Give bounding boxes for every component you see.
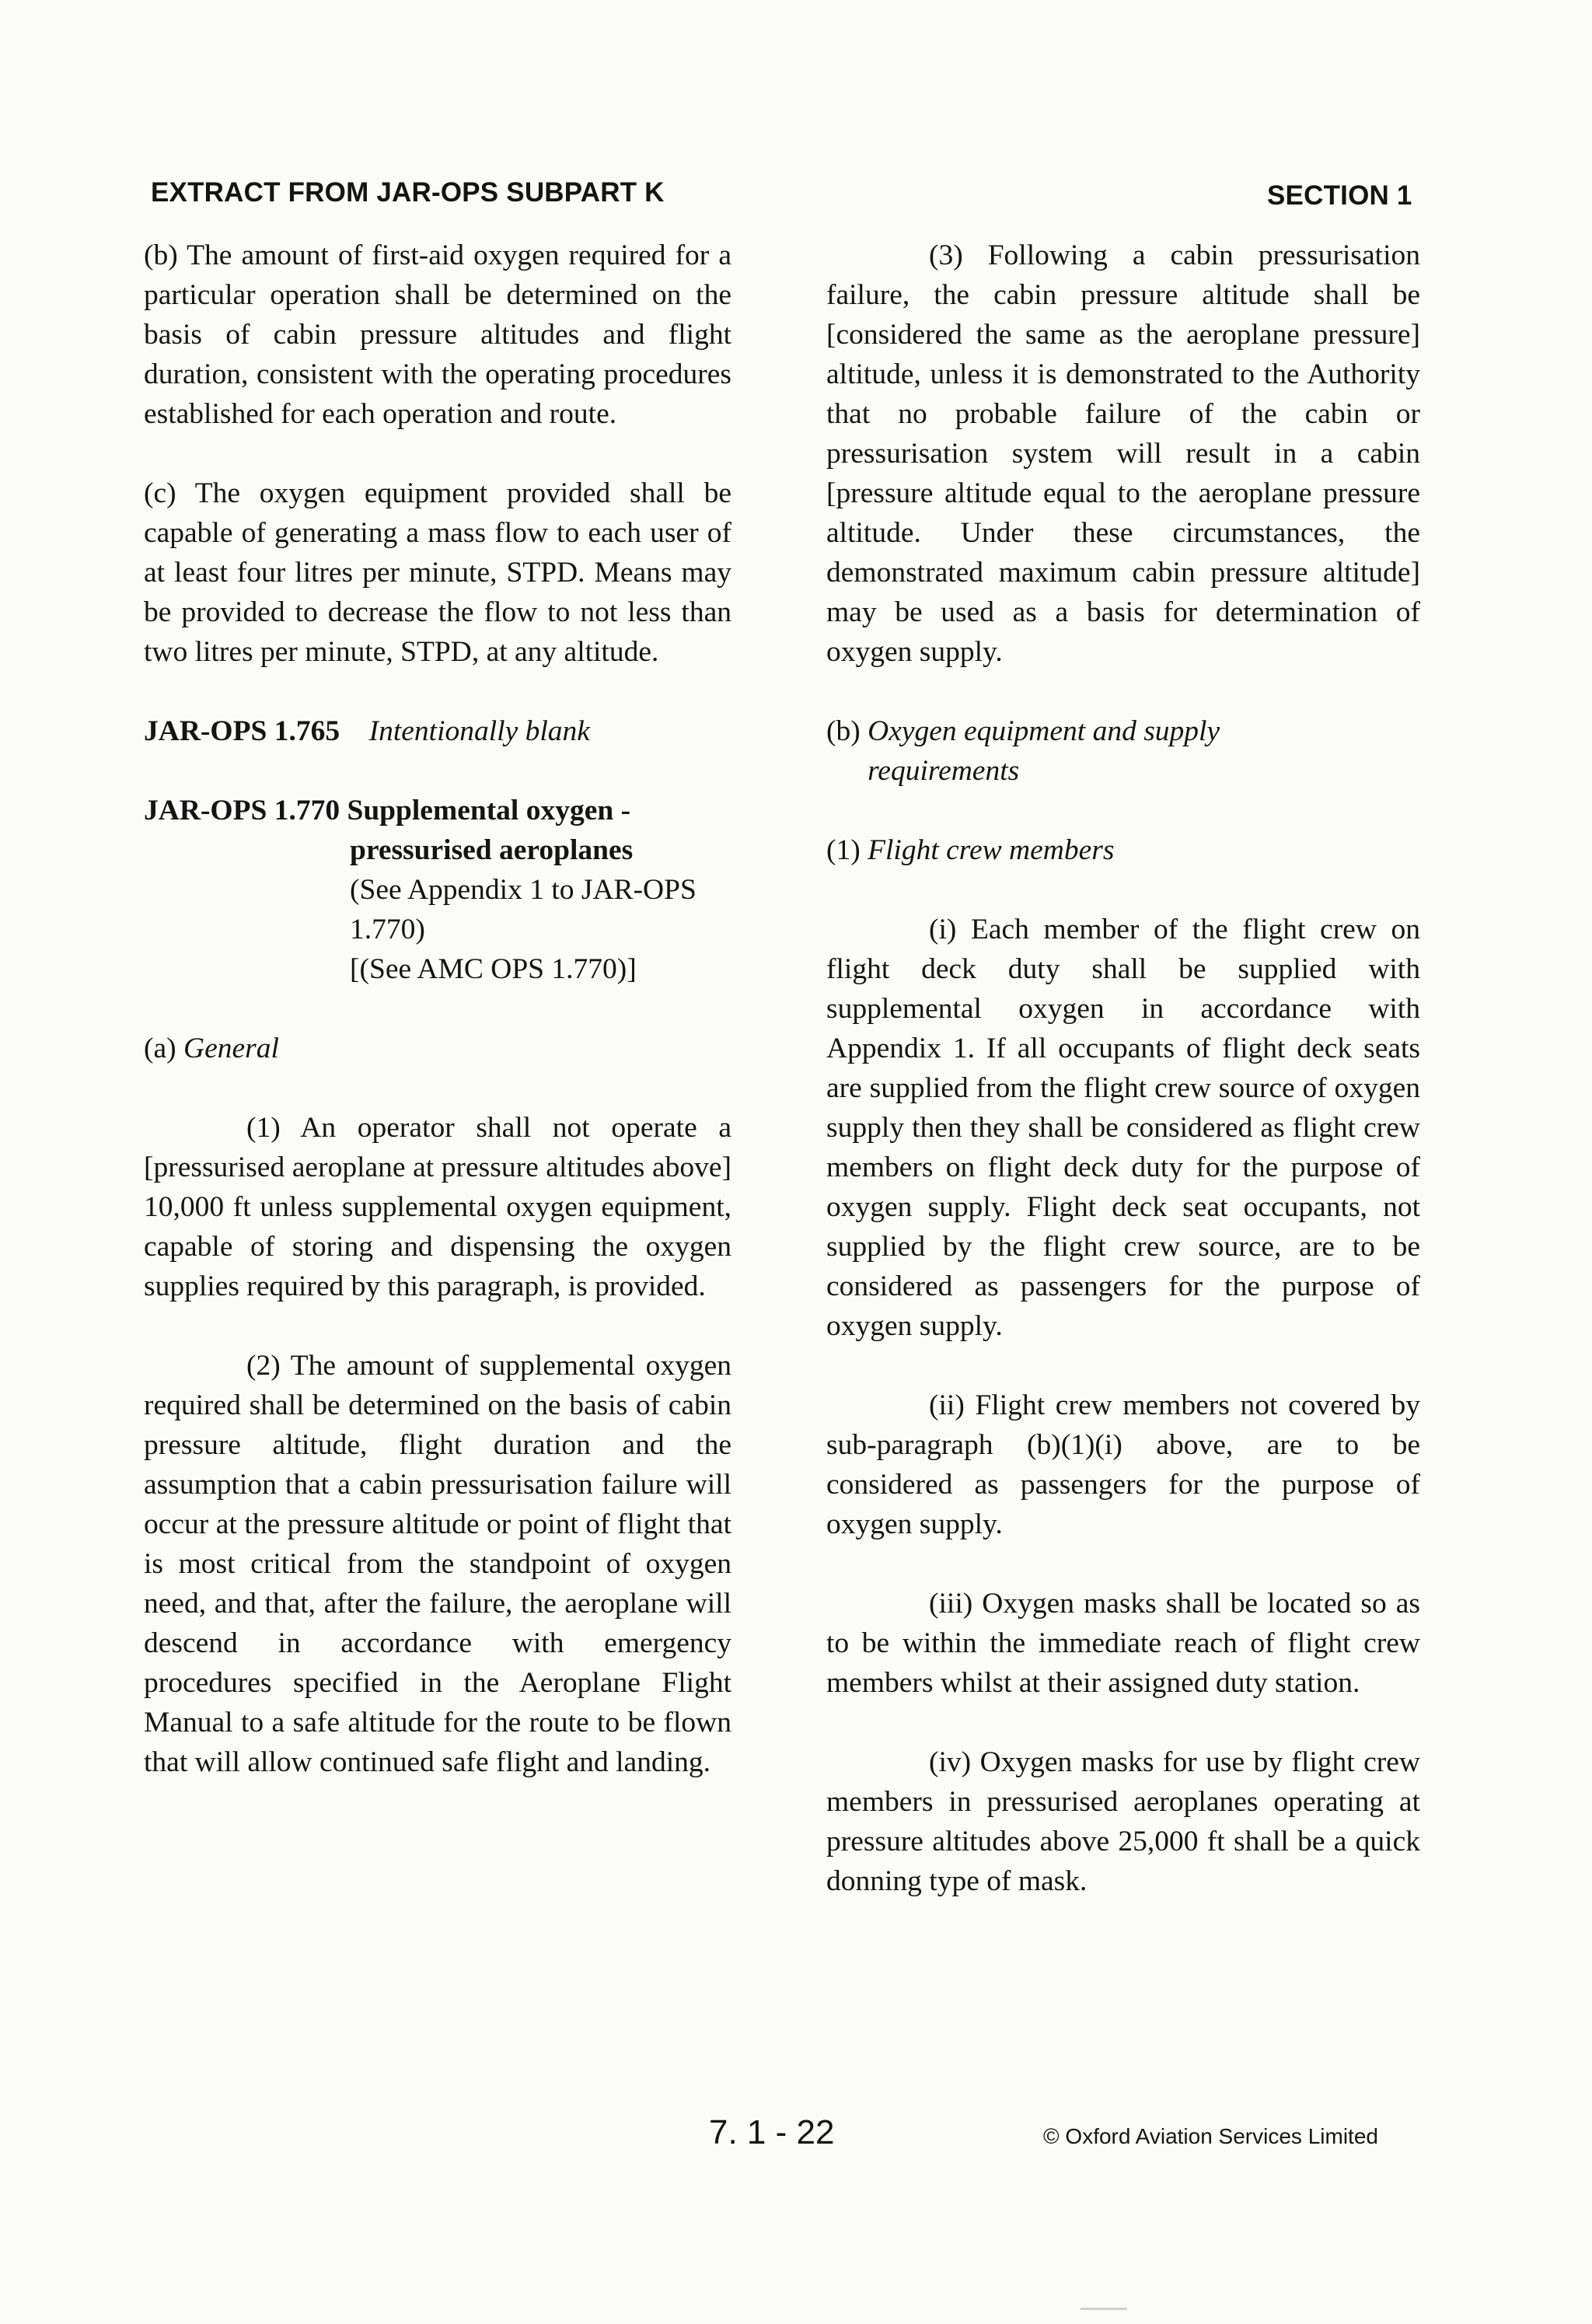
paragraph-a1: (1) An operator shall not operate a [pressurised aeroplane at pressure altitudes above] 10,000 ft unless supplemental oxygen equipment, capable of storing and dispensing the oxygen supplies required by this paragraph, is provided.	[144, 1112, 731, 1302]
heading-title-line-1: Supplemental oxygen -	[347, 795, 631, 827]
paragraph-b1-iii: (iii) Oxygen masks shall be located so as to be within the immediate reach of flight crew members whilst at their assigned duty station.	[826, 1588, 1420, 1699]
paragraph-b1-ii: (ii) Flight crew members not covered by sub-paragraph (b)(1)(i) above, are to be considered as passengers for the purpose of oxygen supply.	[826, 1389, 1420, 1540]
page-number: 7. 1 - 22	[709, 2113, 835, 2151]
subheading-title: Oxygen equipment and supply requirements	[868, 715, 1220, 787]
heading-text: Intentionally blank	[368, 715, 590, 747]
heading-reference-appendix: (See Appendix 1 to JAR-OPS 1.770)	[350, 874, 696, 945]
heading-title-line-2: pressurised aeroplanes	[350, 834, 634, 866]
scan-artifact-divider	[1081, 2308, 1127, 2310]
heading-reference-amc: [(See AMC OPS 1.770)]	[350, 953, 637, 985]
left-column	[144, 236, 731, 1782]
right-column	[826, 236, 1420, 1901]
subheading-title: General	[183, 1033, 279, 1064]
heading-jar-ops-1770	[144, 791, 731, 989]
running-header-left: EXTRACT FROM JAR-OPS SUBPART K	[151, 177, 665, 208]
paragraph-a2: (2) The amount of supplemental oxygen required shall be determined on the basis of cabin pressure altitude, flight duration and the assumption that a cabin pressurisation failure will occur at the pressure altitude or point of flight that is most critical from the standpoint of oxygen need, and that, after the failure, the aeroplane will descend in accordance with emergency procedures specified in the Aeroplane Flight Manual to a safe altitude for the route to be flown that will allow continued safe flight and landing.	[144, 1350, 731, 1778]
subheading-b1-flight-crew	[826, 830, 1420, 870]
subheading-b-oxygen-equipment	[826, 711, 1420, 791]
subheading-title: Flight crew members	[868, 834, 1115, 866]
subheading-a-general	[144, 1029, 731, 1068]
paragraph-b-first-aid-oxygen: (b) The amount of first-aid oxygen required for a particular operation shall be determined on the basis of cabin pressure altitudes and flight duration, consistent with the operating procedures established for each operation and route.	[144, 239, 731, 430]
copyright-notice: © Oxford Aviation Services Limited	[1043, 2124, 1378, 2148]
paragraph-b1-iv: (iv) Oxygen masks for use by flight crew members in pressurised aeroplanes operating at pressure altitudes above 25,000 ft shall be a quick donning type of mask.	[826, 1746, 1420, 1897]
paragraph-b1-i: (i) Each member of the flight crew on flight deck duty shall be supplied with supplemental oxygen in accordance with Appendix 1. If all occupants of flight deck seats are supplied from the flight crew source of oxygen supply then they shall be considered as flight crew members on flight deck duty for the purpose of oxygen supply. Flight deck seat occupants, not supplied by the flight crew source, are to be considered as passengers for the purpose of oxygen supply.	[826, 914, 1420, 1342]
subheading-label: (b)	[826, 715, 861, 747]
running-header-right: SECTION 1	[1267, 180, 1412, 211]
subheading-label: (1)	[826, 834, 861, 866]
heading-number: JAR-OPS 1.770	[144, 795, 340, 827]
paragraph-a3: (3) Following a cabin pressurisation failure, the cabin pressure altitude shall be [considered the same as the aeroplane pressure] altitude, unless it is demonstrated to the Authority that no probable failure of the cabin or pressurisation system will result in a cabin [pressure altitude equal to the aeroplane pressure altitude. Under these circumstances, the demonstrated maximum cabin pressure altitude] may be used as a basis for determination of oxygen supply.	[826, 239, 1420, 668]
heading-number: JAR-OPS 1.765	[144, 715, 340, 747]
heading-jar-ops-1765	[144, 711, 731, 751]
subheading-label: (a)	[144, 1033, 176, 1064]
paragraph-c-oxygen-equipment: (c) The oxygen equipment provided shall be capable of generating a mass flow to each user of at least four litres per minute, STPD. Means may be provided to decrease the flow to not less than two litres per minute, STPD, at any altitude.	[144, 477, 731, 668]
